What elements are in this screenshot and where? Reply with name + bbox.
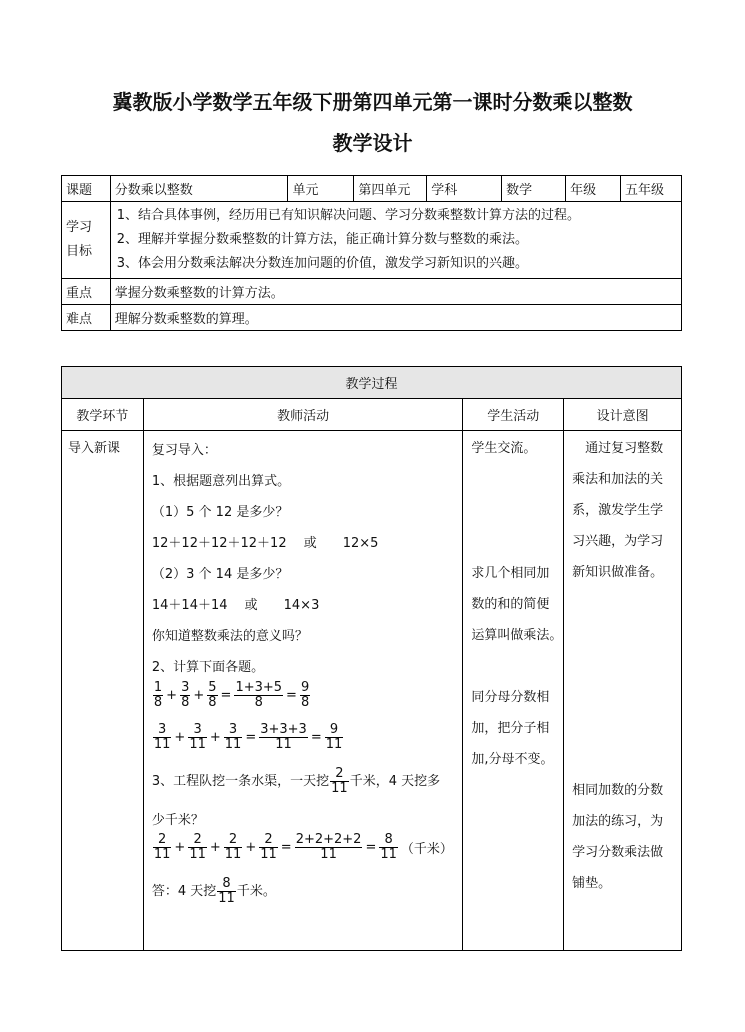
student-activity [463,431,563,950]
goals-label-2: 目标 [66,244,93,259]
unit-value: 第四单元 [354,176,427,202]
intent-line: 乘法和加法的关 [572,472,664,487]
intent-line: 铺垫。 [572,876,612,891]
design-intent [564,431,681,950]
student-line: 求几个相同加 [471,566,550,581]
goal-1: 1、结合具体事例，经历用已有知识解决问题、学习分数乘整数计算方法的过程。 [116,208,581,223]
document-title: 冀教版小学数学五年级下册第四单元第一课时分数乘以整数 [112,90,633,114]
teacher-line: 2、计算下面各题。 [151,660,265,675]
goal-3: 3、体会用分数乘法解决分数连加问题的价值，激发学习新知识的兴趣。 [116,256,529,271]
student-line: 数的和的简便 [471,597,550,612]
col-teacher: 教师活动 [143,399,462,431]
teacher-line: 1、根据题意列出算式。 [151,474,291,489]
teacher-line: 12＋12＋12＋12＋12 或 12×5 [151,536,379,551]
difficulty-value: 理解分数乘整数的算理。 [110,305,681,331]
student-line: 加,分母不变。 [471,752,554,767]
unit-label: 单元 [288,176,354,202]
teacher-activity [144,431,462,950]
goals-label-1: 学习 [66,220,93,235]
teacher-line: 14＋14＋14 或 14×3 [151,598,320,613]
teacher-line: 复习导入： [151,443,217,458]
goal-2: 2、理解并掌握分数乘整数的计算方法，能正确计算分数与整数的乘法。 [116,232,529,247]
subject-label: 学科 [427,176,502,202]
key-value: 掌握分数乘整数的计算方法。 [110,279,681,305]
col-stage: 教学环节 [62,399,144,431]
subject-value: 数学 [502,176,566,202]
intent-line: 学习分数乘法做 [572,845,664,860]
intent-line: 系，激发学生学 [572,503,664,518]
process-table [61,366,682,951]
intent-line: 新知识做准备。 [572,565,664,580]
key-label: 重点 [62,279,111,305]
intent-line: 相同加数的分数 [572,783,664,798]
col-intent: 设计意图 [564,399,682,431]
teacher-line: （2）3 个 14 是多少？ [151,567,289,582]
student-line: 同分母分数相 [471,690,550,705]
info-table [61,175,682,331]
teacher-line: （1）5 个 12 是多少？ [151,505,289,520]
topic-label: 课题 [62,176,111,202]
grade-value: 五年级 [621,176,682,202]
intent-line: 通过复习整数 [572,441,664,456]
col-student: 学生活动 [463,399,564,431]
document-subtitle: 教学设计 [332,131,413,155]
teacher-answer: 答：4 天挖 $\frac{8}{11}$ 千米。 [151,876,276,906]
equation-2: $\frac{3}{11}$ + $\frac{3}{11}$ + $\frac{3}{11}$ = $\frac{3+3+3}{11}$ = $\frac{9}{11}$ [153,722,343,752]
stage-name: 导入新课 [68,441,121,456]
student-line: 学生交流。 [471,441,537,456]
teacher-line: 少千米？ [151,813,204,828]
student-line: 运算叫做乘法。 [471,628,563,643]
topic-value: 分数乘以整数 [110,176,288,202]
intent-line: 习兴趣，为学习 [572,534,664,549]
process-header: 教学过程 [62,367,682,399]
grade-label: 年级 [566,176,621,202]
student-line: 加，把分子相 [471,721,550,736]
teacher-line: 你知道整数乘法的意义吗？ [151,629,308,644]
equation-3: $\frac{2}{11}$ + $\frac{2}{11}$ + $\frac{2}{11}$ + $\frac{2}{11}$ = $\frac{2+2+2+2}{11}$ = $\frac{8}{11}$ （千米） [153,832,453,862]
teacher-problem-line: 3、工程队挖一条水渠，一天挖 $\frac{2}{11}$ 千米，4 天挖多 [151,766,441,796]
intent-line: 加法的练习，为 [572,814,664,829]
equation-1: $\frac{1}{8}$ + $\frac{3}{8}$ + $\frac{5}{8}$ = $\frac{1+3+5}{8}$ = $\frac{9}{8}$ [153,680,310,710]
difficulty-label: 难点 [62,305,111,331]
